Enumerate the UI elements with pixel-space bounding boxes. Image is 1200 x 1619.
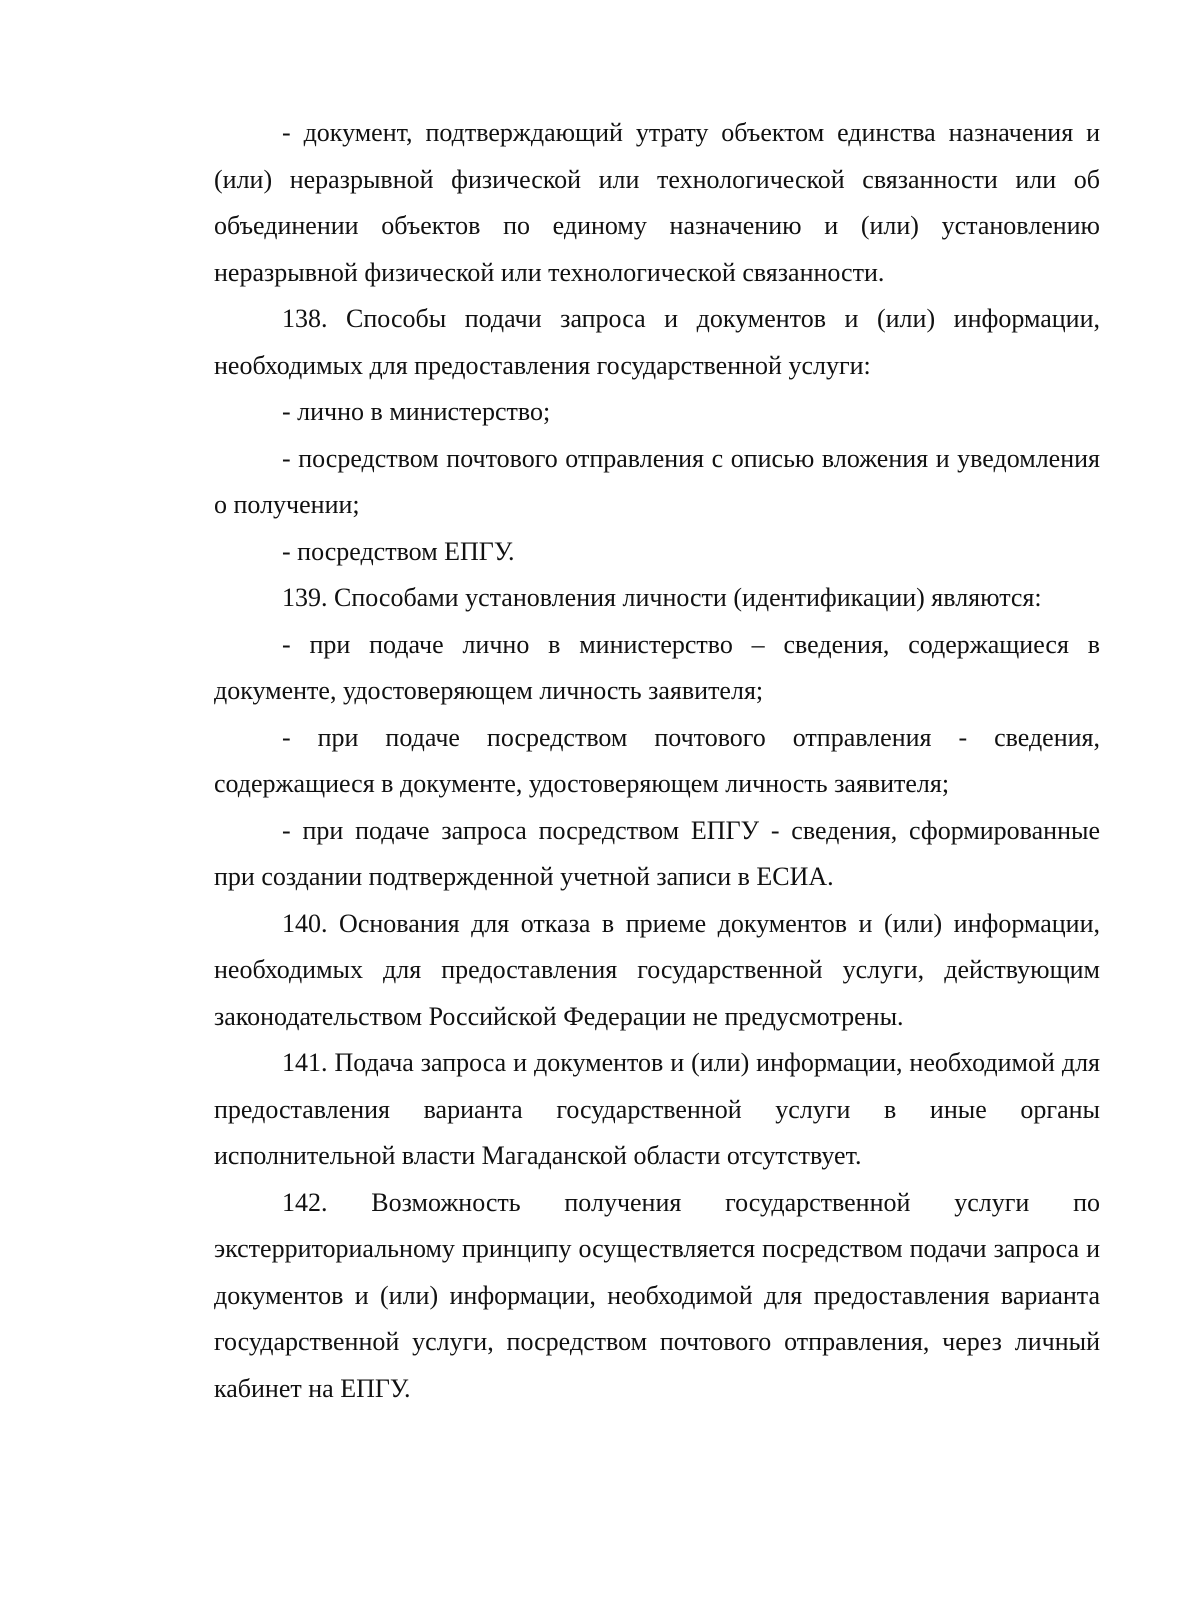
list-item-id-by-mail: - при подаче посредством почтового отправления - сведения, содержащиеся в документе, удостоверяющем личность заявителя; <box>214 722 1100 798</box>
list-item-in-person: - лично в министерство; <box>282 397 551 426</box>
paragraph-139: 139. Способами установления личности (идентификации) являются: <box>282 583 1042 612</box>
list-item-id-via-epgu: - при подаче запроса посредством ЕПГУ - сведения, сформированные при создании подтвержденной учетной записи в ЕСИА. <box>214 815 1100 891</box>
list-item-by-mail: - посредством почтового отправления с описью вложения и уведомления о получении; <box>214 443 1100 519</box>
document-body <box>214 110 1100 1412</box>
paragraph-doc-loss-of-unity: - документ, подтверждающий утрату объектом единства назначения и (или) неразрывной физической или технологической связанности или об объединении объектов по единому назначению и (или) установлению неразрывной физической или технологической связанности. <box>214 118 1100 287</box>
list-item-id-in-person: - при подаче лично в министерство – сведения, содержащиеся в документе, удостоверяющем личность заявителя; <box>214 629 1100 705</box>
list-item-via-epgu: - посредством ЕПГУ. <box>282 536 515 566</box>
paragraph-140: 140. Основания для отказа в приеме документов и (или) информации, необходимых для предоставления государственной услуги, действующим законодательством Российской Федерации не предусмотрены. <box>214 908 1100 1031</box>
paragraph-138: 138. Способы подачи запроса и документов и (или) информации, необходимых для предоставления государственной услуги: <box>214 304 1100 380</box>
paragraph-141: 141. Подача запроса и документов и (или) информации, необходимой для предоставления варианта государственной услуги в иные органы исполнительной власти Магаданской области отсутствует. <box>214 1048 1100 1170</box>
paragraph-142: 142. Возможность получения государственной услуги по экстерриториальному принципу осуществляется посредством подачи запроса и документов и (или) информации, необходимой для предоставления варианта государственной услуги, посредством почтового отправления, через личный кабинет на ЕПГУ. <box>214 1187 1100 1403</box>
